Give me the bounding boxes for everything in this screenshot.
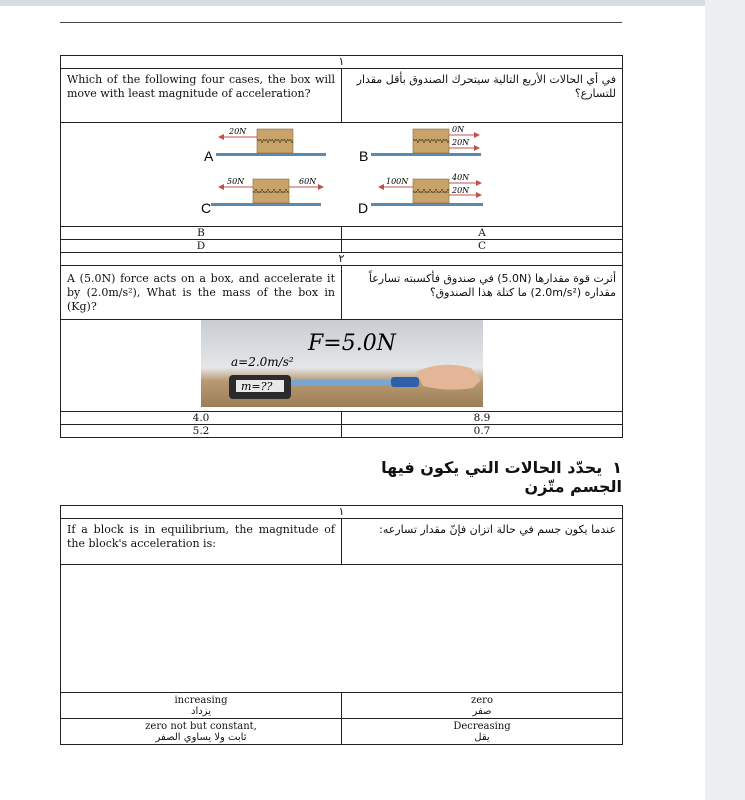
question-number: ١: [61, 506, 623, 519]
blank-answer-area: [61, 565, 623, 693]
section-title: يحدّد الحالات التي يكون فيها الجسم متّزن: [381, 458, 622, 496]
case-c-diagram: [201, 177, 323, 216]
answer-option-b[interactable]: B: [61, 227, 342, 240]
case-b-label: B: [359, 148, 369, 164]
case-b-force-2: 20N: [452, 138, 470, 147]
answer-option-d[interactable]: 5.2: [61, 425, 342, 438]
question-number: ١: [61, 56, 623, 69]
answer-option-c[interactable]: 0.7: [342, 425, 623, 438]
case-a-force-1: 20N: [229, 127, 247, 136]
question-text-ar: عندما يكون جسم في حالة اتزان فإنّ مقدار تسارعه:: [342, 519, 623, 565]
case-c-force-2: 60N: [299, 177, 317, 186]
option-a-ar: صفر: [472, 705, 492, 717]
force-diagrams: [61, 123, 623, 222]
case-d-force-1: 100N: [386, 177, 409, 186]
option-b-en: increasing: [174, 694, 228, 706]
case-d-label: D: [358, 200, 369, 216]
answer-option-d[interactable]: [61, 719, 342, 745]
top-bar: [0, 0, 745, 6]
photo-accel-label: a=2.0m/s²: [231, 355, 294, 369]
case-b-diagram: [359, 125, 481, 164]
option-a-en: zero: [471, 694, 493, 706]
force-diagram-cell: [61, 123, 623, 227]
case-a-label: A: [204, 148, 214, 164]
question-text-en: A (5.0N) force acts on a box, and accelerate it by (2.0m/s²), What is the mass of the box in (Kg)?: [61, 266, 342, 320]
answer-option-b[interactable]: [61, 693, 342, 719]
option-b-ar: يزداد: [191, 705, 211, 717]
question-text-en: If a block is in equilibrium, the magnitude of the block's acceleration is:: [61, 519, 342, 565]
question-3-table: [60, 505, 623, 745]
question-text-ar: في أي الحالات الأربع التالية سيتحرك الصندوق بأقل مقدار للتسارع؟: [342, 69, 623, 123]
page-rule: [60, 22, 622, 23]
answer-option-c[interactable]: [342, 719, 623, 745]
question-text-ar: أثرت قوة مقدارها (5.0N) في صندوق فأكسبته تسارعاً مقداره (2.0m/s²) ما كتلة هذا الصندوق؟: [342, 266, 623, 320]
answer-option-c[interactable]: C: [342, 240, 623, 253]
section-number: ١: [612, 458, 622, 477]
case-d-force-3: 20N: [452, 186, 470, 195]
option-d-ar: ثابت ولا يساوي الصفر: [155, 731, 247, 743]
case-c-label: C: [201, 200, 212, 216]
case-b-force-1: 0N: [452, 125, 465, 134]
case-d-diagram: [358, 173, 483, 216]
question-number: ٢: [61, 253, 623, 266]
photo-force-label: F=5.0N: [308, 331, 396, 356]
case-c-force-1: 50N: [227, 177, 245, 186]
option-d-en: zero not but constant,: [145, 720, 257, 732]
spring-scale-photo: [61, 320, 623, 407]
case-d-force-2: 40N: [452, 173, 470, 182]
option-c-en: Decreasing: [453, 720, 511, 732]
section-heading: [340, 458, 622, 496]
answer-option-a[interactable]: [342, 693, 623, 719]
question-1-table: [60, 55, 623, 253]
answer-option-d[interactable]: D: [61, 240, 342, 253]
right-margin-strip: [705, 0, 745, 800]
photo-mass-label: m=??: [241, 380, 273, 393]
answer-option-a[interactable]: A: [342, 227, 623, 240]
question-text-en: Which of the following four cases, the box will move with least magnitude of acceleration?: [61, 69, 342, 123]
case-a-diagram: [204, 127, 326, 164]
photo-cell: [61, 320, 623, 412]
answer-option-b[interactable]: 4.0: [61, 412, 342, 425]
option-c-ar: يقل: [474, 731, 490, 743]
question-2-table: [60, 252, 623, 438]
answer-option-a[interactable]: 8.9: [342, 412, 623, 425]
